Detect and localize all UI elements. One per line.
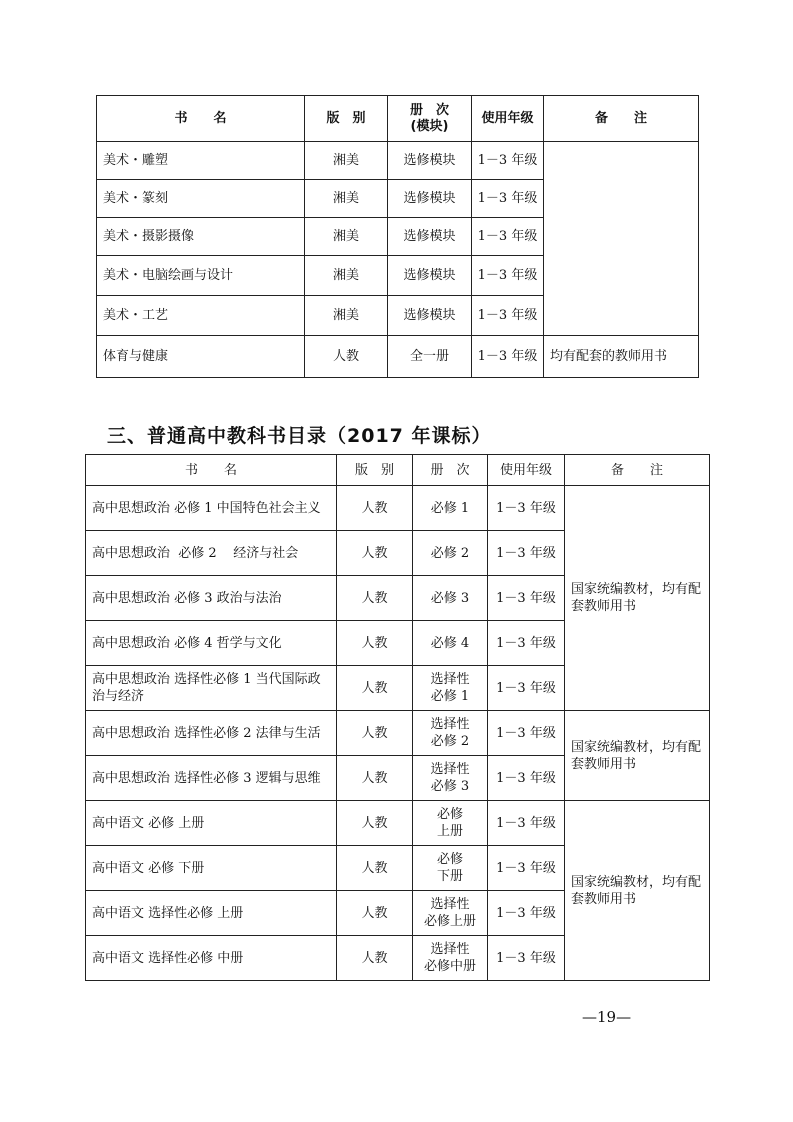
volume: 必修 上册 bbox=[413, 801, 488, 846]
book-name: 高中语文 必修 上册 bbox=[86, 801, 337, 846]
edition: 人教 bbox=[337, 531, 413, 576]
volume: 必修 4 bbox=[413, 621, 488, 666]
table-row bbox=[86, 486, 710, 531]
book-name: 高中语文 选择性必修 中册 bbox=[86, 936, 337, 981]
book-name: 美术・雕塑 bbox=[97, 142, 305, 180]
edition: 人教 bbox=[337, 621, 413, 666]
volume: 选择性 必修 1 bbox=[413, 666, 488, 711]
volume: 必修 2 bbox=[413, 531, 488, 576]
textbook-table-2017 bbox=[85, 454, 710, 981]
table-row bbox=[97, 142, 699, 180]
book-name: 高中思想政治 选择性必修 1 当代国际政治与经济 bbox=[86, 666, 337, 711]
header-grade: 使用年级 bbox=[488, 455, 565, 486]
grade: 1－3 年级 bbox=[488, 846, 565, 891]
book-name: 高中思想政治 选择性必修 3 逻辑与思维 bbox=[86, 756, 337, 801]
header-volume: 册 次 (模块) bbox=[388, 96, 472, 142]
grade: 1－3 年级 bbox=[488, 756, 565, 801]
grade: 1－3 年级 bbox=[488, 891, 565, 936]
volume: 选修模块 bbox=[388, 180, 472, 218]
grade: 1－3 年级 bbox=[472, 296, 544, 336]
grade: 1－3 年级 bbox=[488, 486, 565, 531]
table-header-row bbox=[86, 455, 710, 486]
edition: 湘美 bbox=[305, 142, 388, 180]
note: 均有配套的教师用书 bbox=[544, 336, 699, 378]
edition: 人教 bbox=[337, 801, 413, 846]
book-name: 高中语文 必修 下册 bbox=[86, 846, 337, 891]
header-note: 备 注 bbox=[544, 96, 699, 142]
textbook-table-art-pe bbox=[96, 95, 699, 378]
grade: 1－3 年级 bbox=[472, 142, 544, 180]
note: 国家统编教材，均有配套教师用书 bbox=[565, 711, 710, 801]
book-name: 美术・工艺 bbox=[97, 296, 305, 336]
grade: 1－3 年级 bbox=[472, 256, 544, 296]
book-name: 高中思想政治 必修 1 中国特色社会主义 bbox=[86, 486, 337, 531]
book-name: 高中思想政治 选择性必修 2 法律与生活 bbox=[86, 711, 337, 756]
grade: 1－3 年级 bbox=[488, 666, 565, 711]
volume: 选修模块 bbox=[388, 218, 472, 256]
page-number: —19— bbox=[582, 1008, 632, 1026]
volume: 必修 下册 bbox=[413, 846, 488, 891]
book-name: 高中语文 选择性必修 上册 bbox=[86, 891, 337, 936]
header-note: 备 注 bbox=[565, 455, 710, 486]
note: 国家统编教材，均有配套教师用书 bbox=[565, 486, 710, 711]
header-name: 书 名 bbox=[86, 455, 337, 486]
edition: 人教 bbox=[337, 576, 413, 621]
grade: 1－3 年级 bbox=[488, 711, 565, 756]
header-volume: 册 次 bbox=[413, 455, 488, 486]
note-cell-empty bbox=[544, 142, 699, 336]
volume: 选修模块 bbox=[388, 296, 472, 336]
table-header-row bbox=[97, 96, 699, 142]
volume: 选修模块 bbox=[388, 256, 472, 296]
edition: 人教 bbox=[337, 756, 413, 801]
edition: 人教 bbox=[337, 486, 413, 531]
grade: 1－3 年级 bbox=[488, 531, 565, 576]
edition: 湘美 bbox=[305, 218, 388, 256]
header-edition: 版 别 bbox=[305, 96, 388, 142]
volume: 必修 3 bbox=[413, 576, 488, 621]
grade: 1－3 年级 bbox=[472, 336, 544, 378]
edition: 人教 bbox=[337, 711, 413, 756]
table-row bbox=[86, 801, 710, 846]
edition: 人教 bbox=[337, 891, 413, 936]
grade: 1－3 年级 bbox=[488, 936, 565, 981]
section-title: 三、普通高中教科书目录（2017 年课标） bbox=[107, 425, 492, 447]
edition: 人教 bbox=[305, 336, 388, 378]
grade: 1－3 年级 bbox=[488, 801, 565, 846]
volume: 选择性 必修上册 bbox=[413, 891, 488, 936]
book-name: 高中思想政治 必修 3 政治与法治 bbox=[86, 576, 337, 621]
volume: 选择性 必修 2 bbox=[413, 711, 488, 756]
header-edition: 版 别 bbox=[337, 455, 413, 486]
book-name: 体育与健康 bbox=[97, 336, 305, 378]
grade: 1－3 年级 bbox=[472, 218, 544, 256]
edition: 人教 bbox=[337, 936, 413, 981]
note: 国家统编教材，均有配套教师用书 bbox=[565, 801, 710, 981]
table-row bbox=[97, 336, 699, 378]
header-name: 书 名 bbox=[97, 96, 305, 142]
book-name: 高中思想政治 必修 4 哲学与文化 bbox=[86, 621, 337, 666]
volume: 全一册 bbox=[388, 336, 472, 378]
grade: 1－3 年级 bbox=[488, 621, 565, 666]
book-name: 高中思想政治 必修 2 经济与社会 bbox=[86, 531, 337, 576]
grade: 1－3 年级 bbox=[472, 180, 544, 218]
edition: 湘美 bbox=[305, 180, 388, 218]
volume: 必修 1 bbox=[413, 486, 488, 531]
volume: 选择性 必修 3 bbox=[413, 756, 488, 801]
book-name: 美术・摄影摄像 bbox=[97, 218, 305, 256]
book-name: 美术・电脑绘画与设计 bbox=[97, 256, 305, 296]
grade: 1－3 年级 bbox=[488, 576, 565, 621]
edition: 人教 bbox=[337, 846, 413, 891]
edition: 湘美 bbox=[305, 256, 388, 296]
volume: 选修模块 bbox=[388, 142, 472, 180]
edition: 湘美 bbox=[305, 296, 388, 336]
header-grade: 使用年级 bbox=[472, 96, 544, 142]
book-name: 美术・篆刻 bbox=[97, 180, 305, 218]
volume: 选择性 必修中册 bbox=[413, 936, 488, 981]
edition: 人教 bbox=[337, 666, 413, 711]
table-row bbox=[86, 711, 710, 756]
